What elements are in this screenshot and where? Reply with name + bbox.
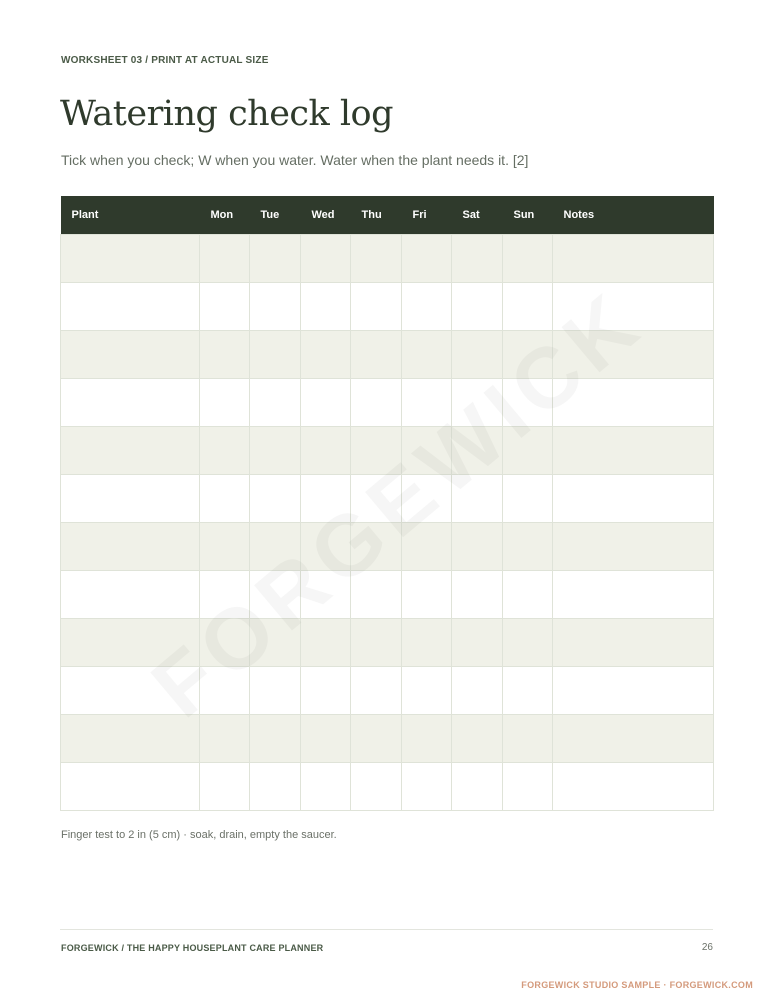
log-cell-sun[interactable] <box>503 523 553 571</box>
table-row <box>61 235 714 283</box>
log-cell-fri[interactable] <box>402 331 452 379</box>
log-cell-tue[interactable] <box>250 619 301 667</box>
log-cell-notes[interactable] <box>553 715 714 763</box>
log-cell-plant[interactable] <box>61 619 200 667</box>
log-cell-mon[interactable] <box>200 619 250 667</box>
log-cell-plant[interactable] <box>61 475 200 523</box>
log-cell-mon[interactable] <box>200 523 250 571</box>
log-cell-sat[interactable] <box>452 523 503 571</box>
log-cell-mon[interactable] <box>200 283 250 331</box>
page-title: Watering check log <box>60 94 394 134</box>
log-cell-sun[interactable] <box>503 379 553 427</box>
log-cell-plant[interactable] <box>61 523 200 571</box>
log-cell-notes[interactable] <box>553 763 714 811</box>
log-cell-fri[interactable] <box>402 475 452 523</box>
column-header-sun: Sun <box>503 196 553 235</box>
log-cell-fri[interactable] <box>402 379 452 427</box>
table-row <box>61 571 714 619</box>
log-cell-tue[interactable] <box>250 523 301 571</box>
log-cell-plant[interactable] <box>61 235 200 283</box>
log-cell-wed[interactable] <box>301 715 351 763</box>
log-cell-plant[interactable] <box>61 331 200 379</box>
log-cell-mon[interactable] <box>200 379 250 427</box>
log-cell-plant[interactable] <box>61 571 200 619</box>
log-cell-sun[interactable] <box>503 235 553 283</box>
log-cell-thu[interactable] <box>351 475 402 523</box>
sample-tag: FORGEWICK STUDIO SAMPLE · FORGEWICK.COM <box>521 980 753 990</box>
log-cell-thu[interactable] <box>351 667 402 715</box>
column-header-notes: Notes <box>553 196 714 235</box>
log-cell-tue[interactable] <box>250 763 301 811</box>
log-cell-wed[interactable] <box>301 763 351 811</box>
log-cell-mon[interactable] <box>200 331 250 379</box>
table-body <box>61 235 714 811</box>
log-cell-notes[interactable] <box>553 619 714 667</box>
column-header-fri: Fri <box>402 196 452 235</box>
footer-divider <box>60 929 713 930</box>
log-cell-tue[interactable] <box>250 379 301 427</box>
log-cell-mon[interactable] <box>200 235 250 283</box>
log-cell-thu[interactable] <box>351 523 402 571</box>
log-cell-sat[interactable] <box>452 427 503 475</box>
log-cell-notes[interactable] <box>553 523 714 571</box>
table-row <box>61 715 714 763</box>
log-cell-wed[interactable] <box>301 571 351 619</box>
page-number: 26 <box>701 942 713 953</box>
log-cell-tue[interactable] <box>250 427 301 475</box>
log-cell-plant[interactable] <box>61 715 200 763</box>
log-cell-notes[interactable] <box>553 667 714 715</box>
log-cell-wed[interactable] <box>301 379 351 427</box>
log-cell-plant[interactable] <box>61 379 200 427</box>
log-cell-tue[interactable] <box>250 667 301 715</box>
column-header-plant: Plant <box>61 196 200 235</box>
log-cell-tue[interactable] <box>250 475 301 523</box>
table-row <box>61 667 714 715</box>
log-cell-fri[interactable] <box>402 667 452 715</box>
table-row <box>61 331 714 379</box>
log-cell-tue[interactable] <box>250 235 301 283</box>
table-header-row <box>61 196 714 235</box>
log-cell-plant[interactable] <box>61 763 200 811</box>
log-cell-sun[interactable] <box>503 571 553 619</box>
log-cell-sun[interactable] <box>503 619 553 667</box>
log-cell-thu[interactable] <box>351 235 402 283</box>
log-cell-thu[interactable] <box>351 763 402 811</box>
log-cell-thu[interactable] <box>351 571 402 619</box>
log-cell-sun[interactable] <box>503 427 553 475</box>
log-cell-mon[interactable] <box>200 715 250 763</box>
log-cell-fri[interactable] <box>402 235 452 283</box>
table-row <box>61 427 714 475</box>
log-cell-wed[interactable] <box>301 331 351 379</box>
log-cell-sat[interactable] <box>452 619 503 667</box>
log-cell-tue[interactable] <box>250 283 301 331</box>
log-cell-fri[interactable] <box>402 427 452 475</box>
watering-log-table <box>60 196 714 811</box>
log-cell-thu[interactable] <box>351 619 402 667</box>
table-row <box>61 475 714 523</box>
log-cell-notes[interactable] <box>553 331 714 379</box>
table-row <box>61 379 714 427</box>
table-row <box>61 523 714 571</box>
worksheet-kicker: WORKSHEET 03 / PRINT AT ACTUAL SIZE <box>61 55 269 66</box>
log-cell-sat[interactable] <box>452 571 503 619</box>
log-cell-sat[interactable] <box>452 763 503 811</box>
log-cell-notes[interactable] <box>553 283 714 331</box>
log-cell-sat[interactable] <box>452 379 503 427</box>
log-cell-thu[interactable] <box>351 283 402 331</box>
log-cell-sat[interactable] <box>452 667 503 715</box>
log-cell-sun[interactable] <box>503 763 553 811</box>
log-cell-wed[interactable] <box>301 667 351 715</box>
column-header-mon: Mon <box>200 196 250 235</box>
table-row <box>61 619 714 667</box>
log-cell-sat[interactable] <box>452 283 503 331</box>
log-cell-notes[interactable] <box>553 475 714 523</box>
column-header-thu: Thu <box>351 196 402 235</box>
log-cell-mon[interactable] <box>200 475 250 523</box>
log-cell-fri[interactable] <box>402 619 452 667</box>
log-cell-sun[interactable] <box>503 331 553 379</box>
log-cell-sun[interactable] <box>503 715 553 763</box>
footnote: Finger test to 2 in (5 cm) · soak, drain, empty the saucer. <box>61 829 337 841</box>
log-cell-notes[interactable] <box>553 235 714 283</box>
column-header-tue: Tue <box>250 196 301 235</box>
log-cell-fri[interactable] <box>402 283 452 331</box>
table-row <box>61 763 714 811</box>
log-cell-sat[interactable] <box>452 331 503 379</box>
log-cell-tue[interactable] <box>250 571 301 619</box>
log-cell-wed[interactable] <box>301 235 351 283</box>
log-cell-notes[interactable] <box>553 379 714 427</box>
column-header-wed: Wed <box>301 196 351 235</box>
log-cell-fri[interactable] <box>402 571 452 619</box>
log-cell-thu[interactable] <box>351 427 402 475</box>
log-cell-sun[interactable] <box>503 475 553 523</box>
column-header-sat: Sat <box>452 196 503 235</box>
log-cell-sat[interactable] <box>452 475 503 523</box>
log-cell-mon[interactable] <box>200 427 250 475</box>
footer-title: FORGEWICK / THE HAPPY HOUSEPLANT CARE PLANNER <box>61 943 324 953</box>
log-cell-wed[interactable] <box>301 283 351 331</box>
log-cell-mon[interactable] <box>200 667 250 715</box>
log-cell-plant[interactable] <box>61 283 200 331</box>
log-cell-tue[interactable] <box>250 331 301 379</box>
log-cell-notes[interactable] <box>553 427 714 475</box>
log-cell-mon[interactable] <box>200 763 250 811</box>
log-cell-plant[interactable] <box>61 427 200 475</box>
log-cell-thu[interactable] <box>351 379 402 427</box>
table-row <box>61 283 714 331</box>
log-cell-sat[interactable] <box>452 715 503 763</box>
log-cell-wed[interactable] <box>301 427 351 475</box>
log-cell-tue[interactable] <box>250 715 301 763</box>
log-cell-mon[interactable] <box>200 571 250 619</box>
log-cell-wed[interactable] <box>301 475 351 523</box>
log-cell-plant[interactable] <box>61 667 200 715</box>
log-cell-sat[interactable] <box>452 235 503 283</box>
log-cell-thu[interactable] <box>351 715 402 763</box>
log-cell-fri[interactable] <box>402 523 452 571</box>
log-cell-wed[interactable] <box>301 523 351 571</box>
log-cell-fri[interactable] <box>402 763 452 811</box>
log-cell-sun[interactable] <box>503 283 553 331</box>
log-cell-sun[interactable] <box>503 667 553 715</box>
log-cell-fri[interactable] <box>402 715 452 763</box>
page-subtitle: Tick when you check; W when you water. Water when the plant needs it. [2] <box>61 152 529 168</box>
log-cell-thu[interactable] <box>351 331 402 379</box>
log-cell-wed[interactable] <box>301 619 351 667</box>
log-cell-notes[interactable] <box>553 571 714 619</box>
